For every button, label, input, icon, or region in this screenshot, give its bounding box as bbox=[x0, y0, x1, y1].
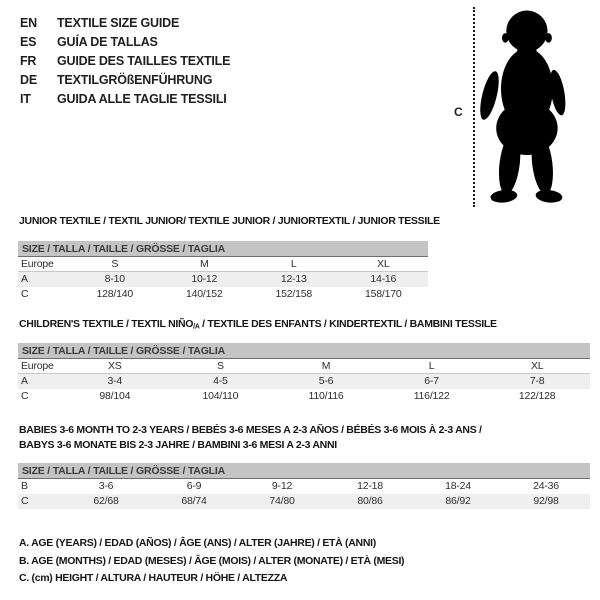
lang-label: GUÍA DE TALLAS bbox=[57, 35, 158, 49]
children-row-a bbox=[18, 374, 590, 389]
table-cell: 80/86 bbox=[357, 495, 383, 507]
lang-code: EN bbox=[20, 16, 37, 30]
size-header-bar: SIZE / TALLA / TAILLE / GRÖSSE / TAGLIA bbox=[18, 463, 590, 479]
table-cell: 8-10 bbox=[104, 273, 125, 285]
babies-title-line1: BABIES 3-6 MONTH TO 2-3 YEARS / BEBÉS 3-6 MESES A 2-3 AÑOS / BÉBÉS 3-6 MOIS À 2-3 ANS / bbox=[19, 424, 482, 436]
lang-label: GUIDA ALLE TAGLIE TESSILI bbox=[57, 92, 227, 106]
lang-label: TEXTILE SIZE GUIDE bbox=[57, 16, 180, 30]
lang-code: ES bbox=[20, 35, 37, 49]
column-header: XL bbox=[377, 258, 390, 270]
row-label: B bbox=[21, 480, 28, 492]
children-title-pre: CHILDREN'S TEXTILE / TEXTIL NIÑO bbox=[19, 318, 194, 330]
children-size-table bbox=[18, 343, 590, 404]
table-cell: 12-13 bbox=[280, 273, 307, 285]
babies-title-line2: BABYS 3-6 MONATE BIS 2-3 JAHRE / BAMBINI 3-6 MESI A 2-3 ANNI bbox=[19, 439, 337, 451]
language-list bbox=[20, 14, 230, 109]
column-header: M bbox=[321, 360, 331, 372]
row-label: A bbox=[21, 375, 28, 387]
row-label: C bbox=[21, 390, 29, 402]
children-title-subscript: /A bbox=[193, 323, 200, 331]
height-dotted-line bbox=[473, 7, 475, 207]
table-cell: 7-8 bbox=[529, 375, 545, 387]
height-c-label: C bbox=[454, 105, 463, 119]
table-cell: 4-5 bbox=[213, 375, 228, 387]
table-cell: 5-6 bbox=[318, 375, 334, 387]
column-header: L bbox=[290, 258, 297, 270]
table-cell: 12-18 bbox=[357, 480, 383, 492]
lang-label: TEXTILGRÖßENFÜHRUNG bbox=[57, 73, 213, 87]
size-header-bar: SIZE / TALLA / TAILLE / GRÖSSE / TAGLIA bbox=[18, 241, 428, 257]
table-cell: 152/158 bbox=[275, 288, 313, 300]
column-header: Europe bbox=[21, 258, 54, 270]
children-columns-row bbox=[18, 359, 590, 374]
table-cell: 9-12 bbox=[271, 480, 293, 492]
footnote-b: B. AGE (MONTHS) / EDAD (MESES) / ÂGE (MOIS) / ALTER (MONATE) / ETÀ (MESI) bbox=[19, 554, 405, 567]
junior-row-c bbox=[18, 287, 428, 302]
babies-row-b bbox=[18, 479, 590, 494]
column-header: S bbox=[111, 258, 119, 270]
footnote-list bbox=[19, 535, 404, 588]
table-cell: 10-12 bbox=[191, 273, 218, 285]
junior-section-title: JUNIOR TEXTILE / TEXTIL JUNIOR/ TEXTILE JUNIOR / JUNIORTEXTIL / JUNIOR TESSILE bbox=[19, 215, 440, 227]
table-cell: 98/104 bbox=[99, 390, 131, 402]
column-header: S bbox=[216, 360, 224, 372]
table-cell: 68/74 bbox=[181, 495, 207, 507]
junior-row-a bbox=[18, 272, 428, 287]
junior-size-table bbox=[18, 241, 428, 302]
babies-row-c bbox=[18, 494, 590, 509]
column-header: Europe bbox=[21, 360, 54, 372]
babies-size-table bbox=[18, 463, 590, 509]
table-cell: 6-7 bbox=[424, 375, 439, 387]
table-cell: 62/68 bbox=[93, 495, 119, 507]
table-cell: 18-24 bbox=[445, 480, 471, 492]
table-cell: 110/116 bbox=[308, 390, 344, 402]
lang-row-it bbox=[20, 90, 230, 109]
table-cell: 140/152 bbox=[185, 288, 223, 300]
table-cell: 3-4 bbox=[107, 375, 123, 387]
children-section-title bbox=[19, 318, 497, 331]
column-header: M bbox=[199, 258, 209, 270]
table-cell: 128/140 bbox=[96, 288, 134, 300]
row-label: C bbox=[21, 495, 29, 507]
table-cell: 92/98 bbox=[533, 495, 559, 507]
baby-silhouette-icon bbox=[477, 4, 573, 210]
table-cell: 86/92 bbox=[445, 495, 471, 507]
table-cell: 122/128 bbox=[518, 390, 556, 402]
babies-section-title bbox=[19, 423, 579, 453]
table-cell: 116/122 bbox=[413, 390, 450, 402]
children-title-post: / TEXTILE DES ENFANTS / KINDERTEXTIL / BAMBINI TESSILE bbox=[199, 318, 497, 330]
footnote-c: C. (cm) HEIGHT / ALTURA / HAUTEUR / HÖHE / ALTEZZA bbox=[19, 572, 288, 584]
table-cell: 6-9 bbox=[186, 480, 202, 492]
lang-row-fr bbox=[20, 52, 230, 71]
table-cell: 14-16 bbox=[370, 273, 397, 285]
table-cell: 74/80 bbox=[269, 495, 295, 507]
children-row-c bbox=[18, 389, 590, 404]
lang-label: GUIDE DES TAILLES TEXTILE bbox=[57, 54, 231, 68]
column-header: L bbox=[428, 360, 435, 372]
column-header: XL bbox=[530, 360, 544, 372]
table-cell: 104/110 bbox=[202, 390, 239, 402]
lang-row-es bbox=[20, 33, 230, 52]
junior-columns-row bbox=[18, 257, 428, 272]
lang-row-de bbox=[20, 71, 230, 90]
footnote-a: A. AGE (YEARS) / EDAD (AÑOS) / ÂGE (ANS) / ALTER (JAHRE) / ETÀ (ANNI) bbox=[19, 537, 376, 549]
size-header-bar: SIZE / TALLA / TAILLE / GRÖSSE / TAGLIA bbox=[18, 343, 590, 359]
lang-code: FR bbox=[20, 54, 37, 68]
row-label: C bbox=[21, 288, 29, 300]
table-cell: 24-36 bbox=[533, 480, 559, 492]
lang-code: IT bbox=[20, 92, 31, 106]
table-cell: 158/170 bbox=[364, 288, 402, 300]
lang-row-en bbox=[20, 14, 230, 33]
row-label: A bbox=[21, 273, 28, 285]
column-header: XS bbox=[107, 360, 122, 372]
lang-code: DE bbox=[20, 73, 37, 87]
table-cell: 3-6 bbox=[98, 480, 114, 492]
